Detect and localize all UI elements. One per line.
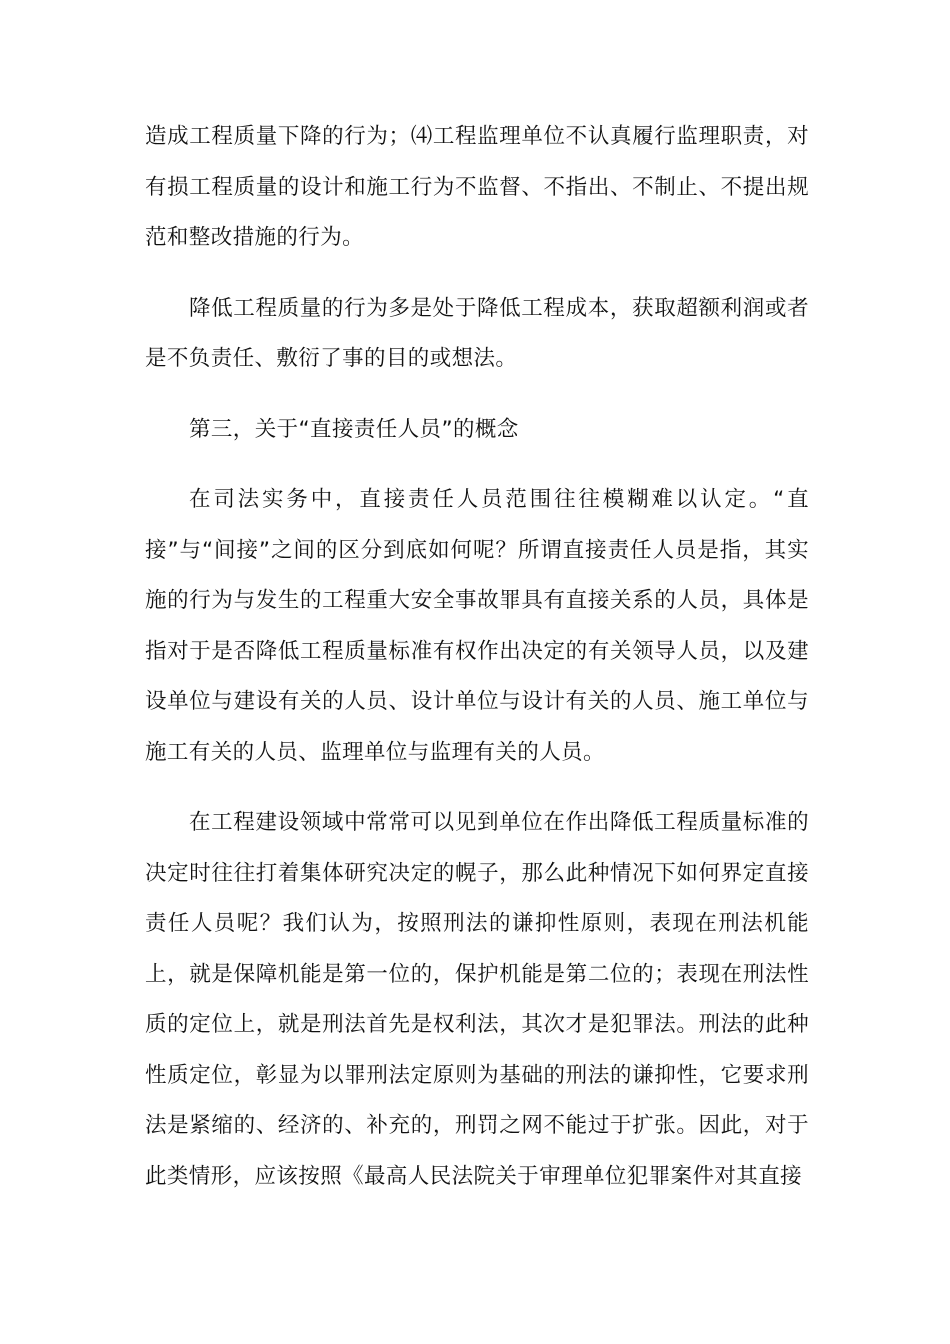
paragraph-continuation: 造成工程质量下降的行为；⑷工程监理单位不认真履行监理职责，对有损工程质量的设计和施工行为不监督、不指出、不制止、不提出规范和整改措施的行为。 bbox=[145, 124, 809, 250]
paragraph-analysis: 在工程建设领域中常常可以见到单位在作出降低工程质量标准的决定时往往打着集体研究决定的幌子，那么此种情况下如何界定直接责任人员呢？我们认为，按照刑法的谦抑性原则，表现在刑法机能上，就是保障机能是第一位的，保护机能是第二位的；表现在刑法性质的定位上，就是刑法首先是权利法，其次才是犯罪法。刑法的此种性质定位，彰显为以罪刑法定原则为基础的刑法的谦抑性，它要求刑法是紧缩的、经济的、补充的，刑罚之网不能过于扩张。因此，对于此类情形，应该按照《最高人民法院关于审理单位犯罪案件对其直接 bbox=[145, 810, 809, 1189]
paragraph-motive: 降低工程质量的行为多是处于降低工程成本，获取超额利润或者是不负责任、敷衍了事的目的或想法。 bbox=[145, 295, 809, 371]
section-heading: 第三，关于“直接责任人员”的概念 bbox=[189, 416, 519, 442]
document-page bbox=[145, 112, 809, 1202]
paragraph-definition: 在司法实务中，直接责任人员范围往往模糊难以认定。“直接”与“间接”之间的区分到底如何呢？所谓直接责任人员是指，其实施的行为与发生的工程重大安全事故罪具有直接关系的人员，具体是指对于是否降低工程质量标准有权作出决定的有关领导人员，以及建设单位与建设有关的人员、设计单位与设计有关的人员、施工单位与施工有关的人员、监理单位与监理有关的人员。 bbox=[145, 487, 809, 765]
